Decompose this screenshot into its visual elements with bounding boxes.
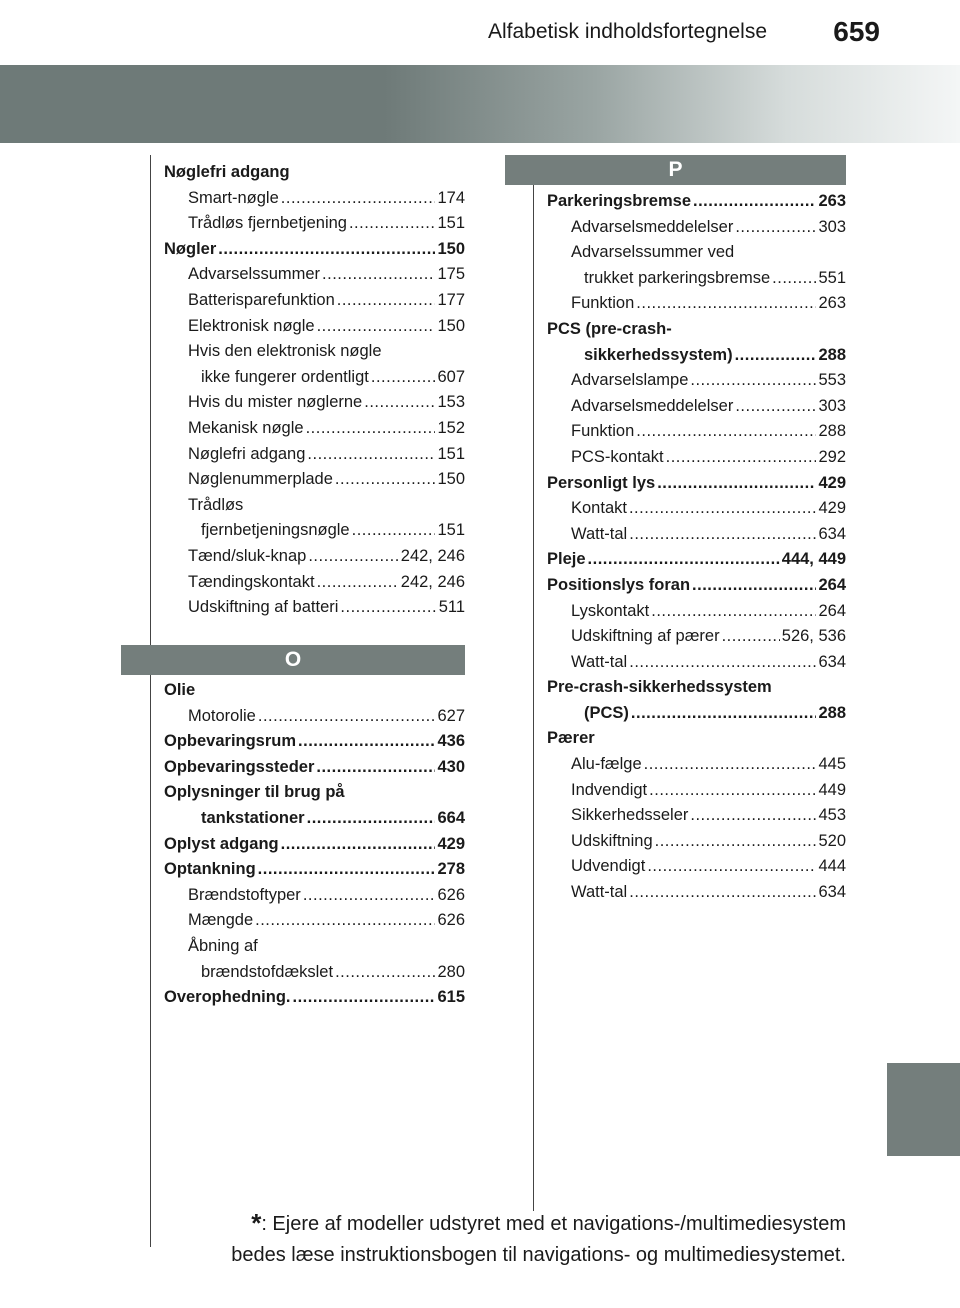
index-entry	[164, 570, 465, 596]
leader-dots	[317, 314, 436, 340]
index-entry-text: Nøglenummerplade	[188, 470, 333, 489]
index-entry-page: 278	[437, 860, 465, 879]
index-entry-text: ikke fungerer ordentligt	[201, 367, 369, 386]
index-entry	[164, 160, 465, 186]
index-entry-text: Nøglefri adgang	[164, 163, 290, 181]
index-entry-page: 264	[818, 601, 846, 620]
index-entry	[547, 547, 846, 573]
index-entry-page: 303	[818, 396, 846, 415]
index-entry	[547, 803, 846, 829]
index-entry	[164, 595, 465, 621]
index-entry	[164, 237, 465, 263]
index-entry-text: Parkeringsbremse	[547, 192, 691, 210]
index-entry-page: 174	[437, 188, 465, 207]
leader-dots	[316, 755, 435, 781]
leader-dots	[666, 445, 817, 471]
leader-dots	[335, 960, 435, 986]
index-entry-page: 436	[437, 732, 465, 751]
index-entry	[547, 368, 846, 394]
index-entry-text: Personligt lys	[547, 473, 656, 492]
index-entry	[547, 291, 846, 317]
index-entry-page: 520	[818, 831, 846, 850]
leader-dots	[735, 394, 816, 420]
index-entry	[164, 314, 465, 340]
index-entry	[547, 419, 846, 445]
index-entry	[164, 467, 465, 493]
index-entry-text: Olie	[164, 681, 196, 699]
leader-dots	[649, 778, 816, 804]
leader-dots	[307, 442, 435, 468]
index-entry-page: 526, 536	[781, 627, 846, 646]
index-entry	[547, 778, 846, 804]
index-entry	[547, 573, 846, 599]
index-entry-page: 627	[437, 706, 465, 725]
index-entry-page: 150	[437, 316, 465, 335]
index-entry	[547, 522, 846, 548]
index-entry-text: Advarselsmeddelelser	[571, 217, 734, 236]
index-entry-text: Opbevaringssteder	[164, 757, 315, 776]
leader-dots	[629, 496, 817, 522]
index-entry-page: 430	[437, 757, 465, 776]
index-entry-text: Sikkerhedsseler	[571, 806, 689, 825]
index-entry-text: Opbevaringsrum	[164, 732, 297, 751]
leader-dots	[281, 186, 436, 212]
index-entry-page: 634	[818, 652, 846, 671]
leader-dots	[772, 266, 816, 292]
index-entry-page: 511	[438, 598, 465, 617]
leader-dots	[335, 467, 436, 493]
index-entry-page: 151	[437, 444, 465, 463]
leader-dots	[657, 471, 816, 497]
index-list-left-o	[164, 678, 465, 1011]
index-entry	[164, 518, 465, 544]
index-entry-text: Overophedning.	[164, 988, 291, 1007]
index-entry	[547, 675, 846, 701]
index-list-right-p	[547, 189, 846, 906]
index-entry-text: Kontakt	[571, 499, 627, 518]
index-entry-text: Nøgler	[164, 239, 217, 258]
index-entry-page: 664	[437, 808, 465, 827]
index-entry-text: Lyskontakt	[571, 601, 650, 620]
index-entry-text: Smart-nøgle	[188, 188, 279, 207]
index-entry-page: 150	[437, 239, 465, 258]
index-entry	[547, 317, 846, 343]
index-entry-text: brændstofdækslet	[201, 962, 334, 981]
index-entry-text: Trådløs	[188, 495, 244, 514]
index-entry-page: 429	[437, 834, 465, 853]
header-band	[0, 65, 960, 143]
index-entry	[547, 880, 846, 906]
leader-dots	[690, 368, 816, 394]
footnote-line-2: bedes læse instruktionsbogen til navigations- og multimediesystemet.	[231, 1244, 846, 1266]
leader-dots	[293, 985, 436, 1011]
index-entry	[547, 471, 846, 497]
index-entry	[164, 729, 465, 755]
index-entry	[547, 240, 846, 266]
index-entry-text: PCS-kontakt	[571, 447, 664, 466]
index-entry-page: 615	[437, 988, 465, 1007]
leader-dots	[655, 829, 817, 855]
index-entry	[164, 416, 465, 442]
leader-dots	[690, 803, 816, 829]
index-entry-text: Brændstoftyper	[188, 885, 301, 904]
leader-dots	[735, 215, 816, 241]
center-column-rule	[533, 155, 534, 1211]
index-entry-page: 151	[437, 521, 465, 540]
page-number: 659	[833, 16, 880, 47]
index-entry	[547, 624, 846, 650]
leader-dots	[693, 189, 816, 215]
leader-dots	[352, 518, 436, 544]
leader-dots	[306, 416, 436, 442]
index-entry	[547, 266, 846, 292]
index-entry-text: Watt-tal	[571, 652, 628, 671]
index-entry-text: Oplysninger til brug på	[164, 783, 345, 802]
index-entry-page: 175	[437, 265, 465, 284]
index-entry-text: Watt-tal	[571, 524, 628, 543]
index-entry-page: 445	[818, 755, 846, 774]
index-entry-text: Advarselsmeddelelser	[571, 396, 734, 415]
index-entry-page: 607	[437, 367, 465, 386]
index-list-left-top	[164, 160, 465, 621]
index-entry-text: Nøglefri adgang	[188, 444, 306, 463]
page-header-title: Alfabetisk indholdsfortegnelse	[488, 20, 768, 43]
index-entry-text: Oplyst adgang	[164, 834, 279, 853]
index-entry-text: Indvendigt	[571, 780, 648, 799]
index-entry	[164, 704, 465, 730]
index-entry-text: Advarselssummer	[188, 265, 321, 284]
index-entry	[164, 780, 465, 806]
footnote-line-1-text: : Ejere af modeller udstyret med et navigations-/multimediesystem	[261, 1213, 846, 1235]
index-entry-page: 453	[818, 806, 846, 825]
index-entry-page: 429	[818, 499, 846, 518]
index-entry-text: Batterisparefunktion	[188, 290, 335, 309]
leader-dots	[722, 624, 780, 650]
leader-dots	[735, 343, 817, 369]
index-entry-text: (PCS)	[584, 703, 629, 722]
leader-dots	[258, 704, 436, 730]
index-entry	[164, 211, 465, 237]
index-entry-page: 303	[818, 217, 846, 236]
left-column-rule	[150, 155, 151, 1247]
index-entry-text: Hvis du mister nøglerne	[188, 393, 363, 412]
leader-dots	[322, 262, 435, 288]
index-entry-page: 152	[437, 418, 465, 437]
index-entry	[547, 599, 846, 625]
leader-dots	[337, 288, 436, 314]
index-entry-text: Åbning af	[188, 936, 258, 955]
leader-dots	[307, 806, 436, 832]
index-entry	[547, 215, 846, 241]
index-entry-text: tankstationer	[201, 808, 305, 827]
index-entry-text: Udskiftning af pærer	[571, 627, 720, 646]
index-entry-page: 292	[818, 447, 846, 466]
index-entry-page: 288	[818, 703, 846, 722]
leader-dots	[218, 237, 435, 263]
index-entry	[164, 390, 465, 416]
leader-dots	[651, 599, 816, 625]
index-entry-text: Mængde	[188, 911, 254, 930]
index-entry	[164, 883, 465, 909]
index-entry-page: 634	[818, 524, 846, 543]
leader-dots	[629, 522, 816, 548]
footnote-line-1	[150, 1208, 846, 1240]
index-entry	[164, 832, 465, 858]
leader-dots	[636, 419, 816, 445]
index-entry	[164, 857, 465, 883]
index-entry-page: 551	[818, 268, 846, 287]
leader-dots	[647, 854, 816, 880]
leader-dots	[255, 908, 435, 934]
index-entry-text: Funktion	[571, 422, 635, 441]
index-entry	[547, 701, 846, 727]
leader-dots	[281, 832, 436, 858]
index-entry-text: fjernbetjeningsnøgle	[201, 521, 350, 540]
index-entry-page: 264	[818, 575, 846, 594]
index-entry	[164, 934, 465, 960]
index-entry-page: 429	[818, 473, 846, 492]
index-entry-text: Optankning	[164, 860, 256, 879]
leader-dots	[303, 883, 436, 909]
leader-dots	[629, 880, 816, 906]
index-entry-page: 242, 246	[400, 546, 465, 565]
index-entry-text: Positionslys foran	[547, 575, 691, 594]
index-entry	[547, 343, 846, 369]
index-entry	[547, 496, 846, 522]
leader-dots	[258, 857, 436, 883]
index-entry	[164, 806, 465, 832]
index-entry	[164, 339, 465, 365]
index-entry-text: trukket parkeringsbremse	[584, 268, 771, 287]
index-entry-text: Tænd/sluk-knap	[188, 546, 307, 565]
leader-dots	[644, 752, 817, 778]
index-entry-text: Udvendigt	[571, 857, 646, 876]
index-entry-page: 288	[818, 345, 846, 364]
chapter-side-tab	[887, 1063, 960, 1156]
index-entry	[164, 960, 465, 986]
leader-dots	[629, 650, 816, 676]
footnote-star: *	[251, 1208, 262, 1238]
index-entry	[547, 854, 846, 880]
index-entry-text: Motorolie	[188, 706, 256, 725]
index-entry-text: Advarselslampe	[571, 371, 689, 390]
index-entry-page: 449	[818, 780, 846, 799]
index-entry-text: Watt-tal	[571, 883, 628, 902]
index-entry	[164, 186, 465, 212]
leader-dots	[364, 390, 435, 416]
index-entry-page: 151	[437, 214, 465, 233]
index-entry-page: 263	[818, 192, 846, 210]
index-entry	[164, 365, 465, 391]
index-entry-page: 626	[437, 911, 465, 930]
index-entry-page: 150	[437, 470, 465, 489]
index-entry	[164, 544, 465, 570]
footnote	[150, 1208, 846, 1271]
index-entry	[164, 985, 465, 1011]
index-entry	[164, 678, 465, 704]
leader-dots	[340, 595, 436, 621]
index-entry-text: Mekanisk nøgle	[188, 418, 304, 437]
index-entry	[164, 908, 465, 934]
index-entry-page: 280	[437, 962, 465, 981]
index-entry-text: sikkerhedssystem)	[584, 345, 733, 364]
index-entry-text: Tændingskontakt	[188, 572, 315, 591]
index-entry	[164, 755, 465, 781]
index-entry	[547, 726, 846, 752]
index-entry	[547, 829, 846, 855]
section-header-p: P	[505, 155, 846, 185]
index-entry-text: Elektronisk nøgle	[188, 316, 315, 335]
leader-dots	[317, 570, 399, 596]
index-entry-page: 153	[437, 393, 465, 412]
leader-dots	[371, 365, 436, 391]
leader-dots	[636, 291, 816, 317]
index-entry-page: 263	[818, 294, 846, 313]
index-entry-text: Pre-crash-sikkerhedssystem	[547, 678, 772, 697]
index-entry-page: 626	[437, 885, 465, 904]
leader-dots	[692, 573, 816, 599]
index-entry	[547, 445, 846, 471]
index-entry-text: Trådløs fjernbetjening	[188, 214, 347, 233]
index-entry-text: Pærer	[547, 729, 595, 748]
leader-dots	[631, 701, 817, 727]
index-entry-text: Alu-fælge	[571, 755, 642, 774]
index-entry-text: Funktion	[571, 294, 635, 313]
index-entry-text: Hvis den elektronisk nøgle	[188, 342, 382, 361]
leader-dots	[308, 544, 398, 570]
index-entry	[164, 262, 465, 288]
leader-dots	[349, 211, 436, 237]
index-entry-page: 553	[818, 371, 846, 390]
section-header-o: O	[121, 645, 465, 675]
index-entry-text: Advarselssummer ved	[571, 243, 735, 262]
index-entry-text: Udskiftning	[571, 831, 653, 850]
index-entry	[547, 650, 846, 676]
index-entry	[164, 288, 465, 314]
index-entry-text: Udskiftning af batteri	[188, 598, 339, 617]
index-entry	[164, 493, 465, 519]
index-entry-page: 242, 246	[400, 572, 465, 591]
leader-dots	[588, 547, 780, 573]
index-entry	[547, 752, 846, 778]
index-entry-page: 288	[818, 422, 846, 441]
index-entry	[547, 189, 846, 215]
index-entry-page: 444	[818, 857, 846, 876]
index-entry-page: 634	[818, 883, 846, 902]
index-entry-page: 177	[437, 290, 465, 309]
index-entry-page: 444, 449	[781, 550, 846, 569]
index-entry-text: PCS (pre-crash-	[547, 319, 672, 338]
index-entry	[547, 394, 846, 420]
leader-dots	[298, 729, 435, 755]
index-entry	[164, 442, 465, 468]
index-entry-text: Pleje	[547, 550, 586, 569]
